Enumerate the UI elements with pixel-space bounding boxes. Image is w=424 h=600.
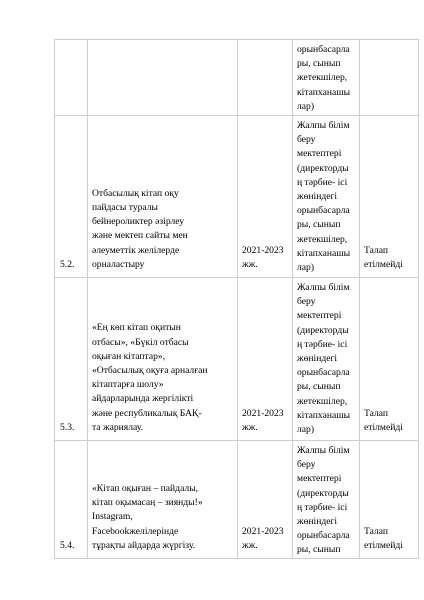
action-cell (88, 40, 238, 116)
responsible-cell: Жалпы білім беру мектептері (директорды ң тәрбие- ісі жөніндегі орынбасарла ры, сынып жетекшілер, кітапханашы лар) (293, 116, 360, 278)
table-row (55, 441, 419, 559)
row-number-cell: 5.3. (55, 278, 88, 441)
funding-cell: Талап етілмейді (360, 278, 419, 441)
row-number-cell: 5.2. (55, 116, 88, 278)
funding-cell (360, 40, 419, 116)
table-row (55, 116, 419, 278)
responsible-cell: Жалпы білім беру мектептері (директорды ң тәрбие- ісі жөніндегі орынбасарла ры, сынып (293, 441, 360, 559)
period-cell: 2021-2023 жж. (238, 278, 293, 441)
action-cell: Отбасылық кітап оқу пайдасы туралы бейнероликтер әзірлеу және мектеп сайты мен әлеуметтік желілерде орналастыру (88, 116, 238, 278)
responsible-cell: Жалпы білім беру мектептері (директорды ң тәрбие- ісі жөніндегі орынбасарла ры, сынып жетекшілер, кітапханашы лар) (293, 278, 360, 441)
period-cell (238, 40, 293, 116)
action-cell: «Кітап оқыған – пайдалы, кітап оқымасаң – зиянды!» Instagram, Facebookжелілерінде тұрақты айдарда жүргізу. (88, 441, 238, 559)
period-cell: 2021-2023 жж. (238, 116, 293, 278)
funding-cell: Талап етілмейді (360, 441, 419, 559)
row-number-cell (55, 40, 88, 116)
action-plan-table (54, 39, 419, 559)
action-cell: «Ең көп кітап оқитын отбасы», «Бүкіл отбасы оқыған кітаптар», «Отбасылық оқуға арналған кітаптарға шолу» айдарларында жергілікті және республикалық БАҚ- та жариялау. (88, 278, 238, 441)
responsible-cell: орынбасарла ры, сынып жетекшілер, кітапханашы лар) (293, 40, 360, 116)
table-row (55, 40, 419, 116)
period-cell: 2021-2023 жж. (238, 441, 293, 559)
funding-cell: Талап етілмейді (360, 116, 419, 278)
table-row (55, 278, 419, 441)
row-number-cell: 5.4. (55, 441, 88, 559)
